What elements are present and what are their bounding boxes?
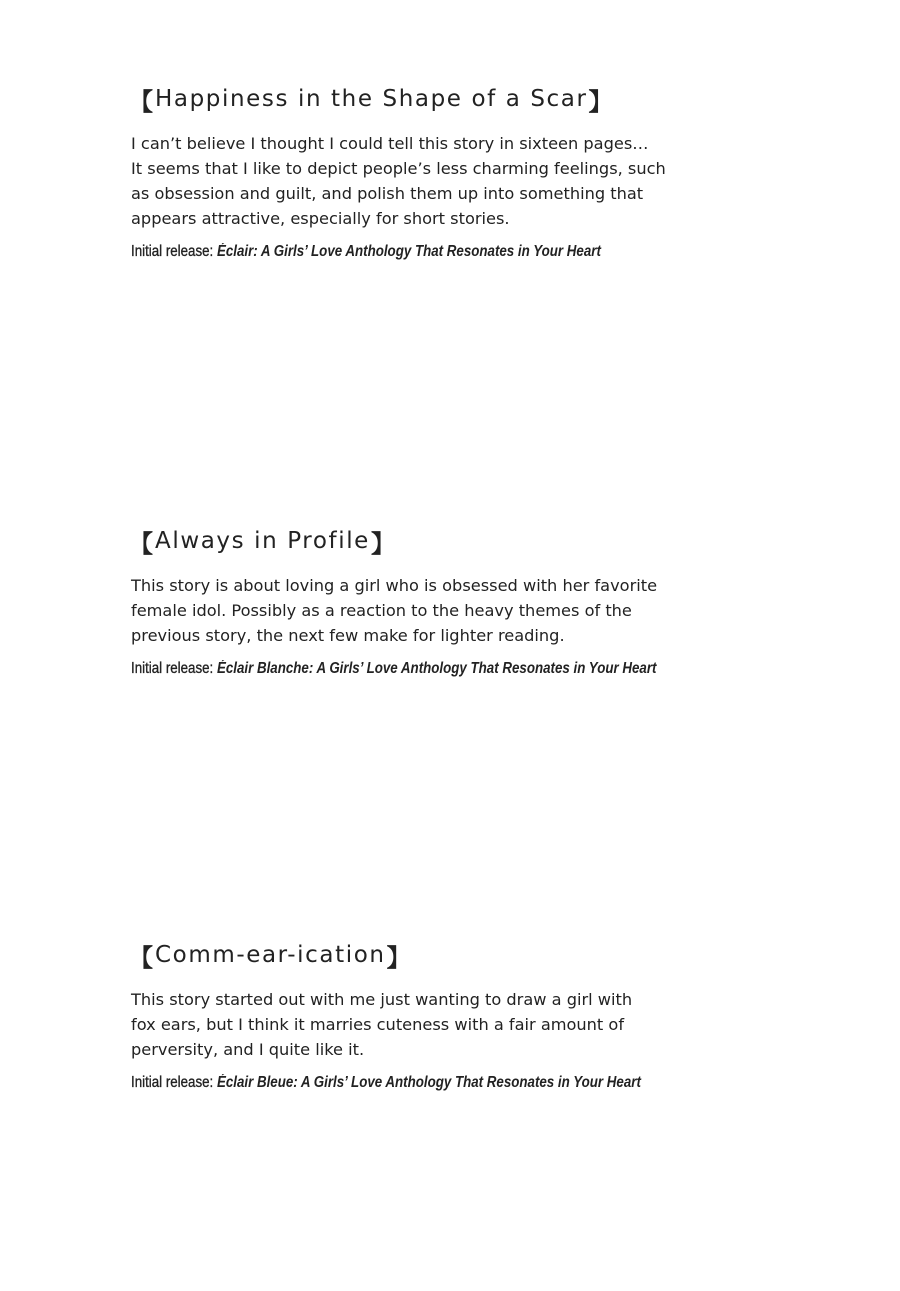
initial-release-label: Initial release: [131,243,214,260]
story-description [131,131,831,231]
title-bracket-open: 【 [129,87,153,116]
story-title [131,524,831,558]
story-section [131,82,831,261]
description-line: fox ears, but I think it marries cuteness with a fair amount of [131,1015,625,1034]
story-description [131,573,831,648]
story-title [131,938,831,972]
story-section [131,938,831,1092]
title-bracket-close: 】 [386,943,411,972]
description-line: previous story, the next few make for lighter reading. [131,626,565,645]
initial-release-publication: Éclair Bleue: A Girls’ Love Anthology That Resonates in Your Heart [216,1074,641,1091]
initial-release-publication: Éclair Blanche: A Girls’ Love Anthology That Resonates in Your Heart [216,660,657,677]
title-bracket-close: 】 [588,87,613,116]
description-line: perversity, and I quite like it. [131,1040,365,1059]
story-title-text: Comm-ear-ication [155,942,386,968]
initial-release [131,243,733,261]
initial-release-publication: Éclair: A Girls’ Love Anthology That Resonates in Your Heart [216,243,601,260]
description-line: This story is about loving a girl who is obsessed with her favorite [131,576,658,595]
description-line: It seems that I like to depict people’s less charming feelings, such [131,159,666,178]
title-bracket-open: 【 [129,529,153,558]
initial-release [131,1074,733,1092]
story-title-text: Always in Profile [155,528,370,554]
story-title [131,82,831,116]
description-line: This story started out with me just wanting to draw a girl with [131,990,633,1009]
initial-release-label: Initial release: [131,660,214,677]
initial-release-label: Initial release: [131,1074,214,1091]
description-line: appears attractive, especially for short stories. [131,209,510,228]
description-line: female idol. Possibly as a reaction to the heavy themes of the [131,601,632,620]
title-bracket-close: 】 [370,529,395,558]
initial-release [131,660,733,678]
story-description [131,987,831,1062]
description-line: as obsession and guilt, and polish them up into something that [131,184,644,203]
story-section [131,524,831,678]
title-bracket-open: 【 [129,943,153,972]
story-title-text: Happiness in the Shape of a Scar [155,86,588,112]
description-line: I can’t believe I thought I could tell this story in sixteen pages… [131,134,649,153]
